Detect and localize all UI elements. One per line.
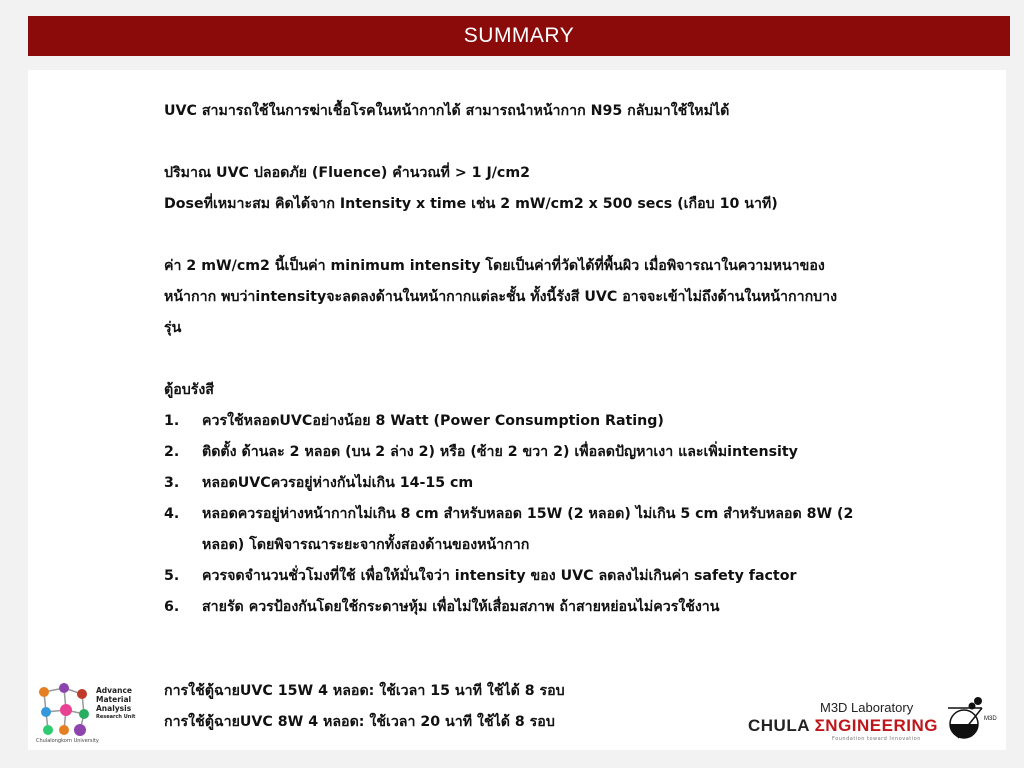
list-item: 3. หลอดUVCควรอยู่ห่างกันไม่เกิน 14-15 cm — [164, 475, 474, 491]
m3d-logo-icon — [942, 694, 1002, 746]
paragraph-intensity-line3: รุ่น — [164, 320, 182, 336]
paragraph-fluence: ปริมาณ UVC ปลอดภัย (Fluence) คำนวณที่ > 1 J/cm2 — [164, 165, 530, 181]
list-item: 6. สายรัด ควรป้องกันโดยใช้กระดาษหุ้ม เพื่อไม่ให้เสื่อมสภาพ ถ้าสายหย่อนไม่ควรใช้งาน — [164, 599, 720, 615]
amaru-logo — [36, 682, 156, 748]
cabinet-list — [164, 406, 994, 623]
svg-text:M3D: M3D — [984, 716, 997, 722]
university-name: Chulalongkorn University — [36, 738, 99, 744]
list-item: 1. ควรใช้หลอดUVCอย่างน้อย 8 Watt (Power Consumption Rating) — [164, 413, 664, 429]
paragraph-intensity-line2: หน้ากาก พบว่าintensityจะลดลงด้านในหน้ากากแต่ละชั้น ทั้งนี้รังสี UVC อาจจะเข้าไม่ถึงด้านในหน้ากากบาง — [164, 289, 838, 305]
list-item: 2. ติดตั้ง ด้านละ 2 หลอด (บน 2 ล่าง 2) หรือ (ซ้าย 2 ขวา 2) เพื่อลดปัญหาเงา และเพิ่มintensity — [164, 444, 798, 460]
usage-notes — [164, 676, 565, 738]
slide-header — [28, 16, 1010, 56]
paragraph-dose: Doseที่เหมาะสม คิดได้จาก Intensity x time เช่น 2 mW/cm2 x 500 secs (เกือบ 10 นาที) — [164, 196, 778, 212]
cabinet-title: ตู้อบรังสี — [164, 382, 214, 398]
chula-engineering-logo: CHULA ΣNGINEERING — [748, 716, 938, 735]
engineering-tagline: Foundation toward Innovation — [832, 736, 921, 742]
m3d-lab-label: M3D Laboratory — [820, 700, 914, 715]
paragraph-intensity-line1: ค่า 2 mW/cm2 นี้เป็นค่า minimum intensity โดยเป็นค่าที่วัดได้ที่พื้นผิว เมื่อพิจารณาในความหนาของ — [164, 258, 825, 274]
usage-15w: การใช้ตู้ฉายUVC 15W 4 หลอด: ใช้เวลา 15 นาที ใช้ได้ 8 รอบ — [164, 683, 565, 699]
paragraph-uvc-reuse: UVC สามารถใช้ในการฆ่าเชื้อโรคในหน้ากากได้ สามารถนำหน้ากาก N95 กลับมาใช้ใหม่ได้ — [164, 103, 730, 119]
list-item: 5. ควรจดจำนวนชั่วโมงที่ใช้ เพื่อให้มั่นใจว่า intensity ของ UVC ลดลงไม่เกินค่า safety factor — [164, 568, 797, 584]
summary-body — [164, 96, 994, 623]
usage-8w: การใช้ตู้ฉายUVC 8W 4 หลอด: ใช้เวลา 20 นาที ใช้ได้ 8 รอบ — [164, 714, 555, 730]
list-item: 4. หลอดควรอยู่ห่างหน้ากากไม่เกิน 8 cm สำหรับหลอด 15W (2 หลอด) ไม่เกิน 5 cm สำหรับหลอด 8W (2 หลอด) โดยพิจารณาระยะจากทั้งสองด้านของหน้ากาก — [164, 506, 854, 553]
slide-title: SUMMARY — [463, 24, 575, 47]
molecule-icon — [36, 682, 94, 738]
amaru-caption: Advance Material Analysis Research Unit — [96, 686, 136, 720]
